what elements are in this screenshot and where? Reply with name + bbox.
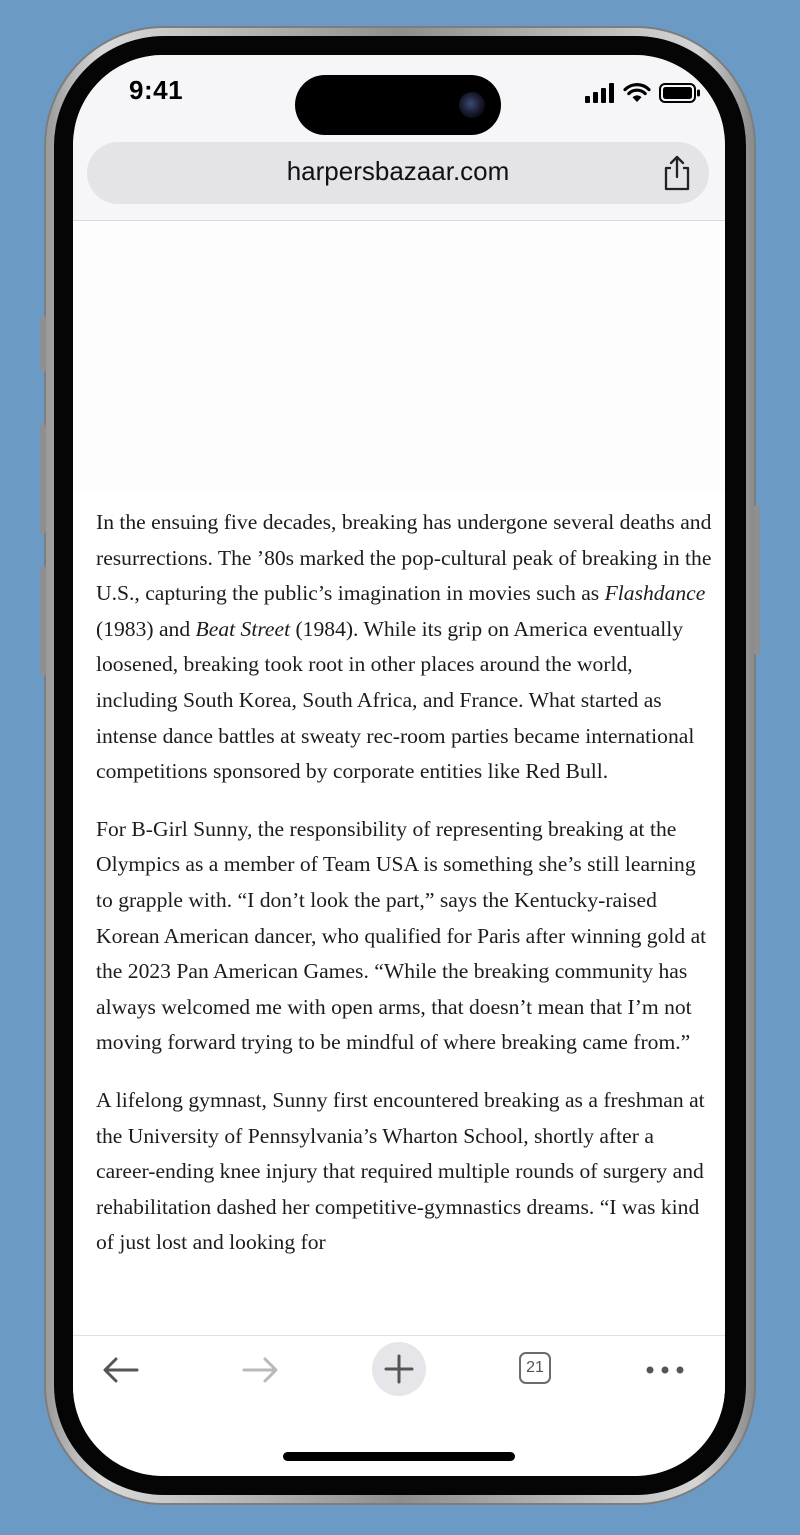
article-text: In the ensuing five decades, breaking has undergone several deaths and resurrections. The ’80s marked the pop-cultural peak of breaking in the U.S., capturing the public’s imagination in movies such as	[96, 510, 712, 606]
new-tab-button[interactable]	[372, 1342, 426, 1396]
forward-button[interactable]	[230, 1346, 290, 1394]
article-paragraph	[96, 812, 716, 1061]
wifi-icon	[623, 83, 651, 103]
article-text: (1983) and	[96, 616, 196, 641]
article-text: For B-Girl Sunny, the responsibility of representing breaking at the Olympics as a member of Team USA is something she’s still learning to grapple with. “I don’t look the part,” says the Kentucky-raised Korean American dancer, who qualified for Paris after winning gold at the 2023 Pan American Games. “While the breaking community has always welcomed me with open arms, that doesn’t mean that I’m not moving forward trying to be mindful of where breaking came from.”	[96, 816, 707, 1055]
home-indicator[interactable]	[283, 1452, 515, 1461]
article-paragraph	[96, 505, 716, 790]
article-text: (1984). While its grip on America eventually loosened, breaking took root in other places around the world, including South Korea, South Africa, and France. What started as intense dance battles at sweaty rec-room parties became international competitions sponsored by corporate entities like Red Bull.	[96, 616, 695, 784]
address-bar[interactable]	[87, 142, 709, 204]
article-text: A lifelong gymnast, Sunny first encountered breaking as a freshman at the University of Pennsylvania’s Wharton School, shortly after a career-ending knee injury that required multiple rounds of surgery and rehabilitation dashed her competitive-gymnastics dreams. “I was kind of just lost and looking for	[96, 1087, 705, 1255]
ad-placeholder	[73, 221, 725, 493]
plus-icon	[384, 1354, 414, 1384]
status-icons	[585, 83, 701, 103]
forward-arrow-icon	[240, 1355, 280, 1385]
browser-top-chrome	[73, 55, 725, 221]
article-italic-title: Flashdance	[604, 581, 706, 606]
tabs-icon[interactable]: 21	[519, 1352, 551, 1384]
back-button[interactable]	[91, 1346, 151, 1394]
volume-down-button	[40, 566, 46, 676]
volume-up-button	[40, 424, 46, 534]
cellular-signal-icon	[585, 83, 615, 103]
battery-icon	[659, 83, 701, 103]
article-paragraph	[96, 1083, 716, 1261]
action-button	[40, 316, 46, 372]
status-time: 9:41	[129, 75, 184, 105]
front-camera	[459, 92, 485, 118]
more-icon	[645, 1364, 685, 1376]
url-text[interactable]: harpersbazaar.com	[286, 156, 510, 186]
power-button	[754, 505, 760, 655]
share-icon[interactable]	[659, 153, 695, 193]
article-body	[96, 505, 716, 1283]
article-italic-title: Beat Street	[195, 616, 291, 641]
more-button[interactable]	[635, 1346, 695, 1394]
dynamic-island	[295, 75, 501, 135]
phone-screen	[73, 55, 725, 1476]
back-arrow-icon	[101, 1355, 141, 1385]
